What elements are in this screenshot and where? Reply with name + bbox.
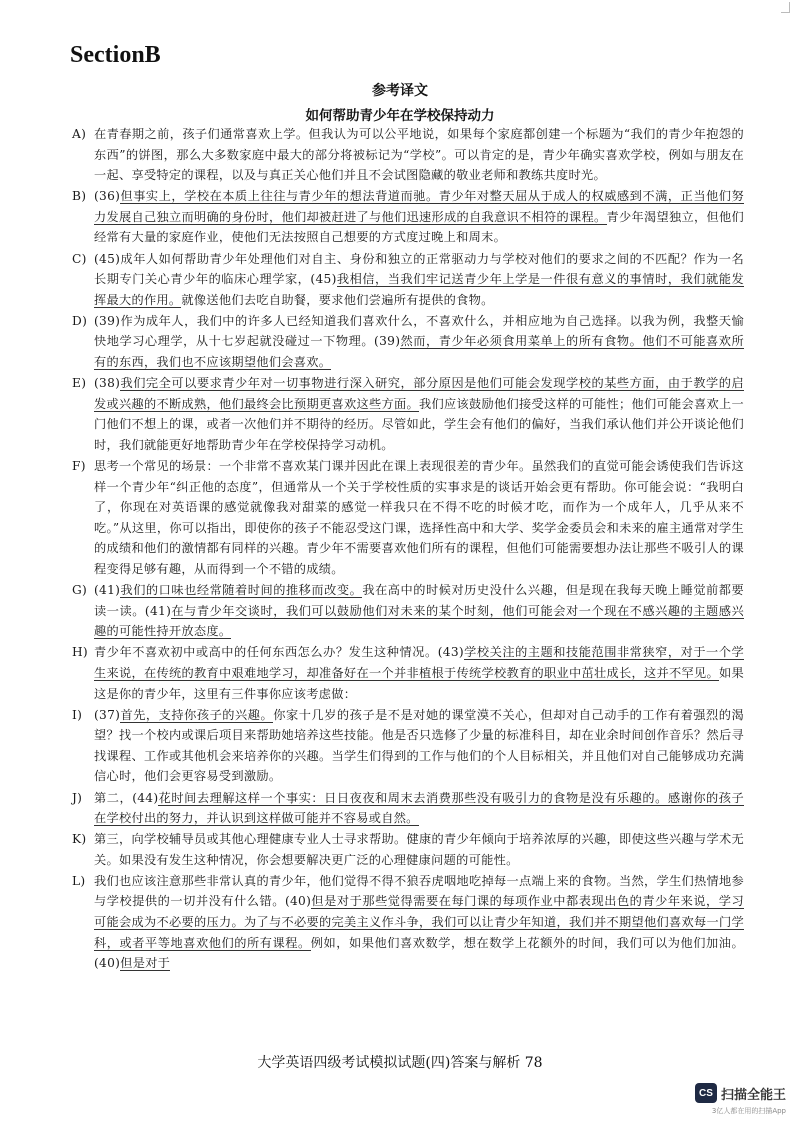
underlined-answer-text: 在与青少年交谈时，我们可以鼓励他们对未来的某个时刻，他们可能会对一个现在不感兴趣的主题感兴趣的可能性持开放态度。 [94,603,744,639]
paragraph-list [72,124,744,974]
text-segment: (45)成年人如何帮助青少年处理他们对自主、身份和独立的正常驱动力与学校对他们的要求之间的不匹配？作为一名长期专门关心青少年的临床心理学家，(45) [94,251,744,287]
paragraph-label: J) [72,790,83,805]
paragraph-text [94,788,744,829]
underlined-answer-text: 但是对于 [120,956,171,971]
paragraph-label: F) [72,459,86,473]
reference-translation-heading: 参考译文 [372,83,428,99]
paragraph-text [94,373,744,455]
underlined-answer-text: 学校关注的主题和技能范围非常狭窄，对于一个学生来说，在传统的教育中艰难地学习，却准备好在一个并非植根于传统学校教育的职业中茁壮成长，这并不罕见。 [94,645,744,680]
text-segment: 例如，如果他们喜欢数学，想在数学上花额外的时间，我们可以为他们加油。(40) [94,935,744,971]
paragraph [72,642,744,704]
paragraph-label: G) [72,583,88,598]
paragraph-text [94,829,744,870]
paragraph [72,788,744,829]
text-segment: 在青春期之前，孩子们通常喜欢上学。但我认为可以公平地说，如果每个家庭都创建一个标题为“我们的青少年抱怨的东西”的饼图，那么大多数家庭中最大的部分将被标记为“学校”。可以肯定的是，青少年确实喜欢学校，例如与朋友在一起、享受特定的课程，以及与真正关心他们并且不会试图隐藏的敬业老师和教练共度时光。 [94,127,744,183]
paragraph-label: E) [72,376,87,391]
text-segment: 我在高中的时候对历史没什么兴趣，但是现在我每天晚上睡觉前都要读一读。(41) [94,583,745,618]
paragraph-text [94,186,744,248]
text-segment: 就像送他们去吃自助餐，要求他们尝遍所有提供的食物。 [181,292,494,307]
text-segment: 我们也应该注意那些非常认真的青少年，他们觉得不得不狼吞虎咽地吃掉每一点端上来的食物。当然，学生们热情地参与学校提供的一切并没有什么错。(40) [94,873,744,909]
paragraph-label: H) [72,645,88,660]
article-title: 如何帮助青少年在学校保持动力 [305,108,495,124]
text-segment: 第二，(44) [94,790,159,805]
paragraph-label: B) [72,189,87,204]
text-segment: 思考一个常见的场景：一个非常不喜欢某门课并因此在课上表现很差的青少年。虽然我们的直觉可能会诱使我们告诉这样一个青少年“纠正他的态度”，但通常从一个关于学校性质的实事求是的谈话开始会更有帮助。你可能会说：“我明白了，你现在对英语课的感觉就像我对甜菜的感觉一样我只在不得不吃的时候才吃，而作为一个成年人，几乎从来不吃。”从这里，你可以指出，即使你的孩子不能忍受这门课，选择性高中和大学、奖学金委员会和未来的雇主通常对学生的成绩和他们的激情都有同样的兴趣。青少年不需要喜欢他们所有的课程，但他们可能需要想办法让那些不吸引人的课程变得足够有趣，从而得到一个不错的成绩。 [94,459,744,576]
paragraph [72,373,744,455]
paragraph-text [94,124,744,186]
page-footer: 大学英语四级考试模拟试题(四)答案与解析 78 [257,1055,543,1071]
scanner-watermark [695,1083,786,1103]
text-segment: 青少年不喜欢初中或高中的任何东西怎么办？发生这种情况。(43) [94,645,464,660]
section-title: SectionB [70,42,161,68]
text-segment: (41) [94,583,121,598]
paragraph [72,705,744,787]
paragraph-label: D) [72,313,88,328]
paragraph-label: K) [72,832,87,847]
page-corner-mark [781,2,790,13]
text-segment: 我们应该鼓励他们接受这样的可能性；他们可能会喜欢上一门他们不想上的课，或者一次他们并不期待的经历。尽管如此，学生会有他们的偏好，当我们承认他们并公开谈论他们时，我们就能更好地帮助青少年在学校保持学习动机。 [94,396,744,452]
paragraph [72,249,744,311]
underlined-answer-text: 我们完全可以要求青少年对一切事物进行深入研究，部分原因是他们可能会发现学校的某些方面，由于教学的启发或兴趣的不断成熟，他们最终会比预期更喜欢这些方面。 [94,376,744,411]
text-segment: 如果这是你的青少年，这里有三件事你应该考虑做： [94,665,745,701]
paragraph [72,186,744,248]
underlined-answer-text: 花时间去理解这样一个事实：日日夜夜和周末去消费那些没有吸引力的食物是没有乐趣的。感谢你的孩子在学校付出的努力，并认识到这样做可能并不容易或自然。 [94,790,744,826]
paragraph-text [94,249,744,311]
underlined-answer-text: 我们的口味也经常随着时间的推移而改变。 [120,583,363,598]
paragraph-text [94,705,744,787]
paragraph-text [94,456,744,580]
camscanner-logo-icon: CS [695,1083,717,1103]
underlined-answer-text: 但事实上，学校在本质上往往与青少年的想法背道而驰。青少年对整天屈从于成人的权威感到不满，正当他们努力发展自己独立而明确的身份时，他们却被赶进了与他们迅速形成的自我意识不相符的课程。 [94,189,744,224]
paragraph [72,311,744,373]
paragraph-text [94,311,744,373]
text-segment: (36) [94,189,121,204]
paragraph [72,871,744,974]
paragraph-text [94,871,744,974]
text-segment: 你家十几岁的孩子是不是对她的课堂漠不关心，但却对自己动手的工作有着强烈的渴望？找一个校内或课后项目来帮助她培养这些技能。他是否只选修了少量的标准科目，却在业余时间创作音乐？然后寻找课程、工作或其他机会来培养你的兴趣。当学生们得到的工作与他们的个人目标相关，并且他们对自己能够成功充满信心时，他们会更容易受到激励。 [94,707,744,784]
underlined-answer-text: 然而，青少年必须食用菜单上的所有食物。他们不可能喜欢所有的东西，我们也不应该期望他们会喜欢。 [94,334,744,370]
underlined-answer-text: 但是对于那些觉得需要在每门课的每项作业中都表现出色的青少年来说，学习可能会成为不必要的压力。为了与不必要的完美主义作斗争，我们可以让青少年知道，我们并不期望他们喜欢每一门学科，或者平等地喜欢他们的所有课程。 [94,894,744,950]
watermark-app-name: 扫描全能王 [720,1087,786,1103]
paragraph-text [94,642,744,704]
text-segment: (37) [94,707,121,722]
text-segment: (39)作为成年人，我们中的许多人已经知道我们喜欢什么，不喜欢什么，并相应地为自己选择。以我为例，我整天愉快地学习心理学，从十七岁起就没碰过一下物理。(39) [94,313,744,349]
paragraph-label: I) [72,707,83,722]
paragraph-label: C) [72,251,87,266]
paragraph-text [94,580,744,642]
paragraph [72,124,744,186]
underlined-answer-text: 首先，支持你孩子的兴趣。 [120,707,274,722]
watermark-subtitle: 3亿人都在用的扫描App [711,1107,786,1115]
underlined-answer-text: 我相信，当我们牢记送青少年上学是一件很有意义的事情时，我们就能发挥最大的作用。 [94,272,744,307]
text-segment: 青少年渴望独立，但他们经常有大量的家庭作业，使他们无法按照自己想要的方式度过晚上和周末。 [94,209,744,245]
text-segment: 第三，向学校辅导员或其他心理健康专业人士寻求帮助。健康的青少年倾向于培养浓厚的兴趣，即使这些兴趣与学术无关。如果没有发生这种情况，你会想要解决更广泛的心理健康问题的可能性。 [94,832,744,867]
text-segment: (38) [94,376,121,391]
paragraph [72,456,744,580]
paragraph-label: L) [72,873,86,888]
paragraph-label: A) [72,127,87,141]
paragraph [72,829,744,870]
paragraph [72,580,744,642]
